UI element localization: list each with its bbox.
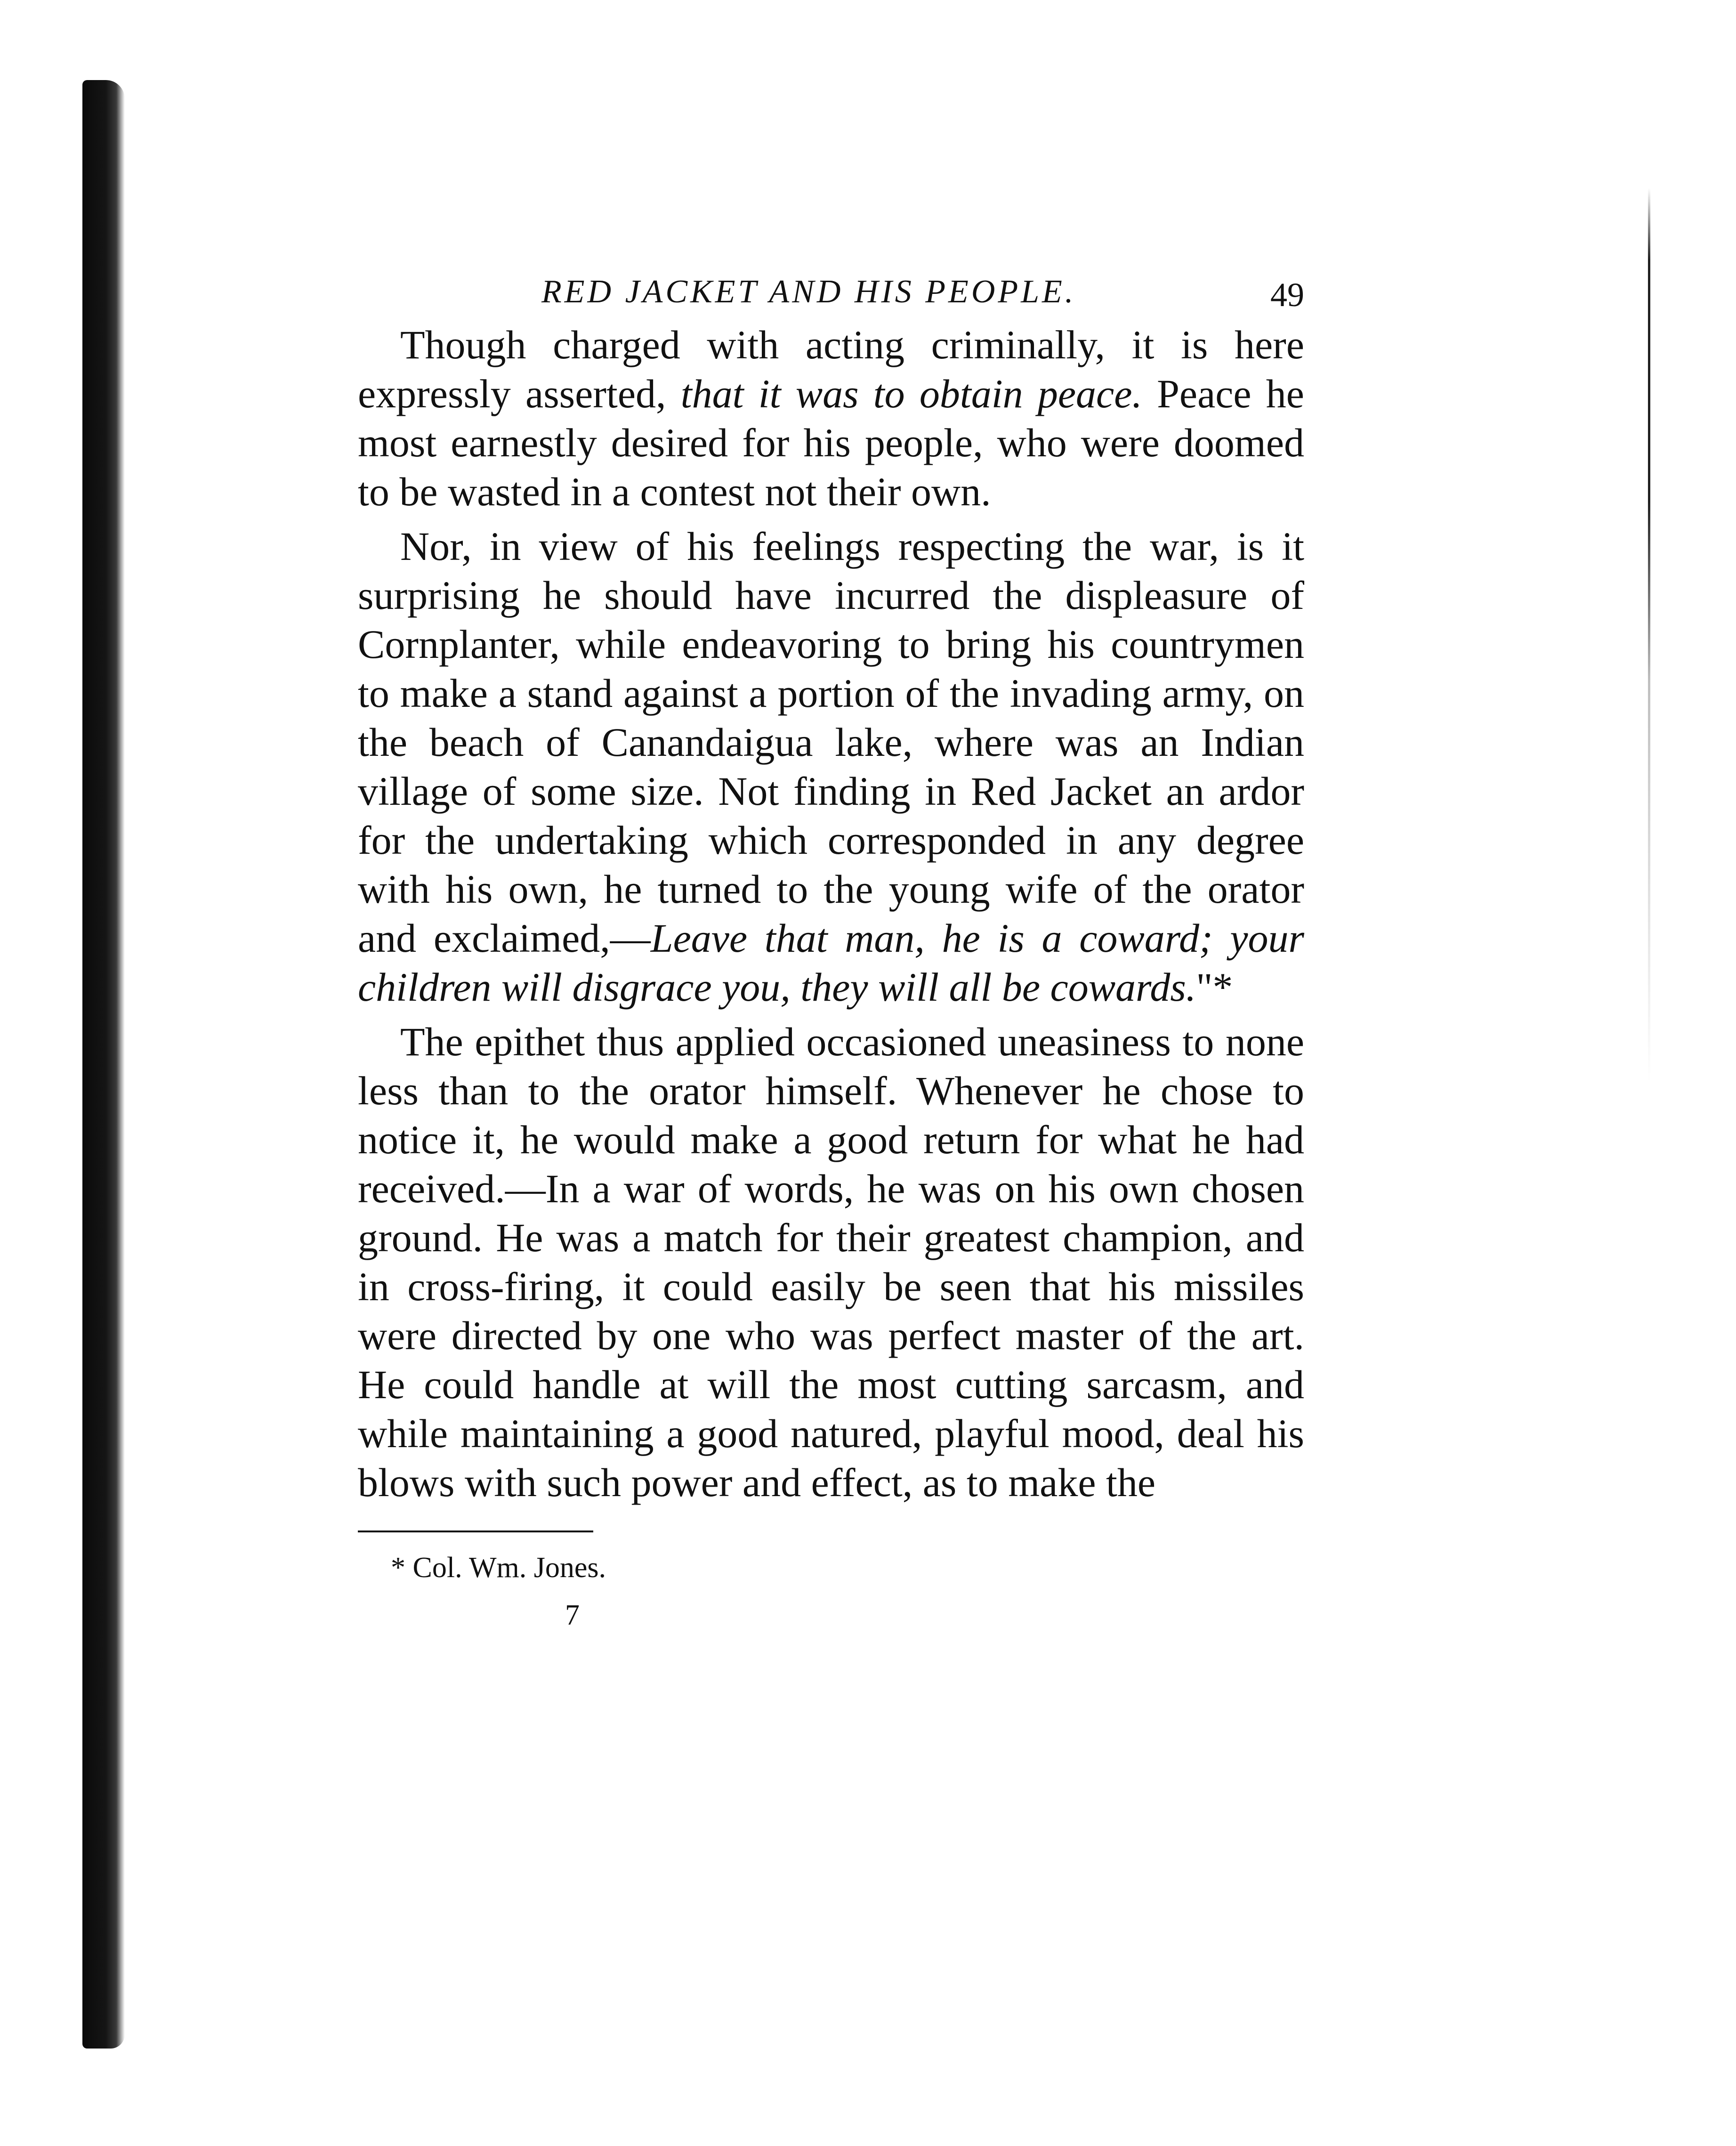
paragraph-3 [358,1017,1304,1507]
running-head [358,254,1304,320]
footnote-rule [358,1531,593,1532]
paragraph-1-text-after: Peace he most earnestly desired for his people, who were doomed to be wasted in a contest not their own. [358,371,1304,514]
paragraph-2-italic: Leave that man, he is a coward; your children will disgrace you, they will all be cowards. [358,915,1304,1010]
page-number: 49 [1270,276,1304,314]
paragraph-1-italic: that it was to obtain peace. [680,371,1142,416]
paragraph-2-text-after: "* [1196,964,1233,1010]
page-edge-shadow [1648,188,1650,1083]
paragraph-1-text-before: Though charged with acting criminally, it is here expressly asserted, [358,322,1304,416]
paragraph-2-text-before: Nor, in view of his feelings respecting the war, is it surprising he should have incurred the displeasure of Cornplanter, while endeavoring to bring his countrymen to make a stand against a portion of the invading army, on the beach of Canandaigua lake, where was an Indian village of some size. Not finding in Red Jacket an ardor for the undertaking which corresponded in any degree with his own, he turned to the young wife of the orator and exclaimed,— [358,524,1304,961]
signature-mark: 7 [565,1599,580,1631]
paragraph-3-text-before: The epithet thus applied occasioned uneasiness to none less than to the orator himself. Whenever he chose to notice it, he would make a good return for what he had received.—In a war of words, he was on his own chosen ground. He was a match for their greatest champion, and in cross-firing, it could easily be seen that his missiles were directed by one who was perfect master of the art. He could handle at will the most cutting sarcasm, and while maintaining a good natured, playful mood, deal his blows with such power and effect, as to make the [358,1019,1304,1505]
binding-edge [82,80,125,2049]
paragraph-2 [358,522,1304,1012]
text-block [358,254,1304,1632]
footnote: * Col. Wm. Jones. [391,1552,606,1584]
paragraph-1 [358,320,1304,516]
running-title: RED JACKET AND HIS PEOPLE. [541,274,1076,310]
